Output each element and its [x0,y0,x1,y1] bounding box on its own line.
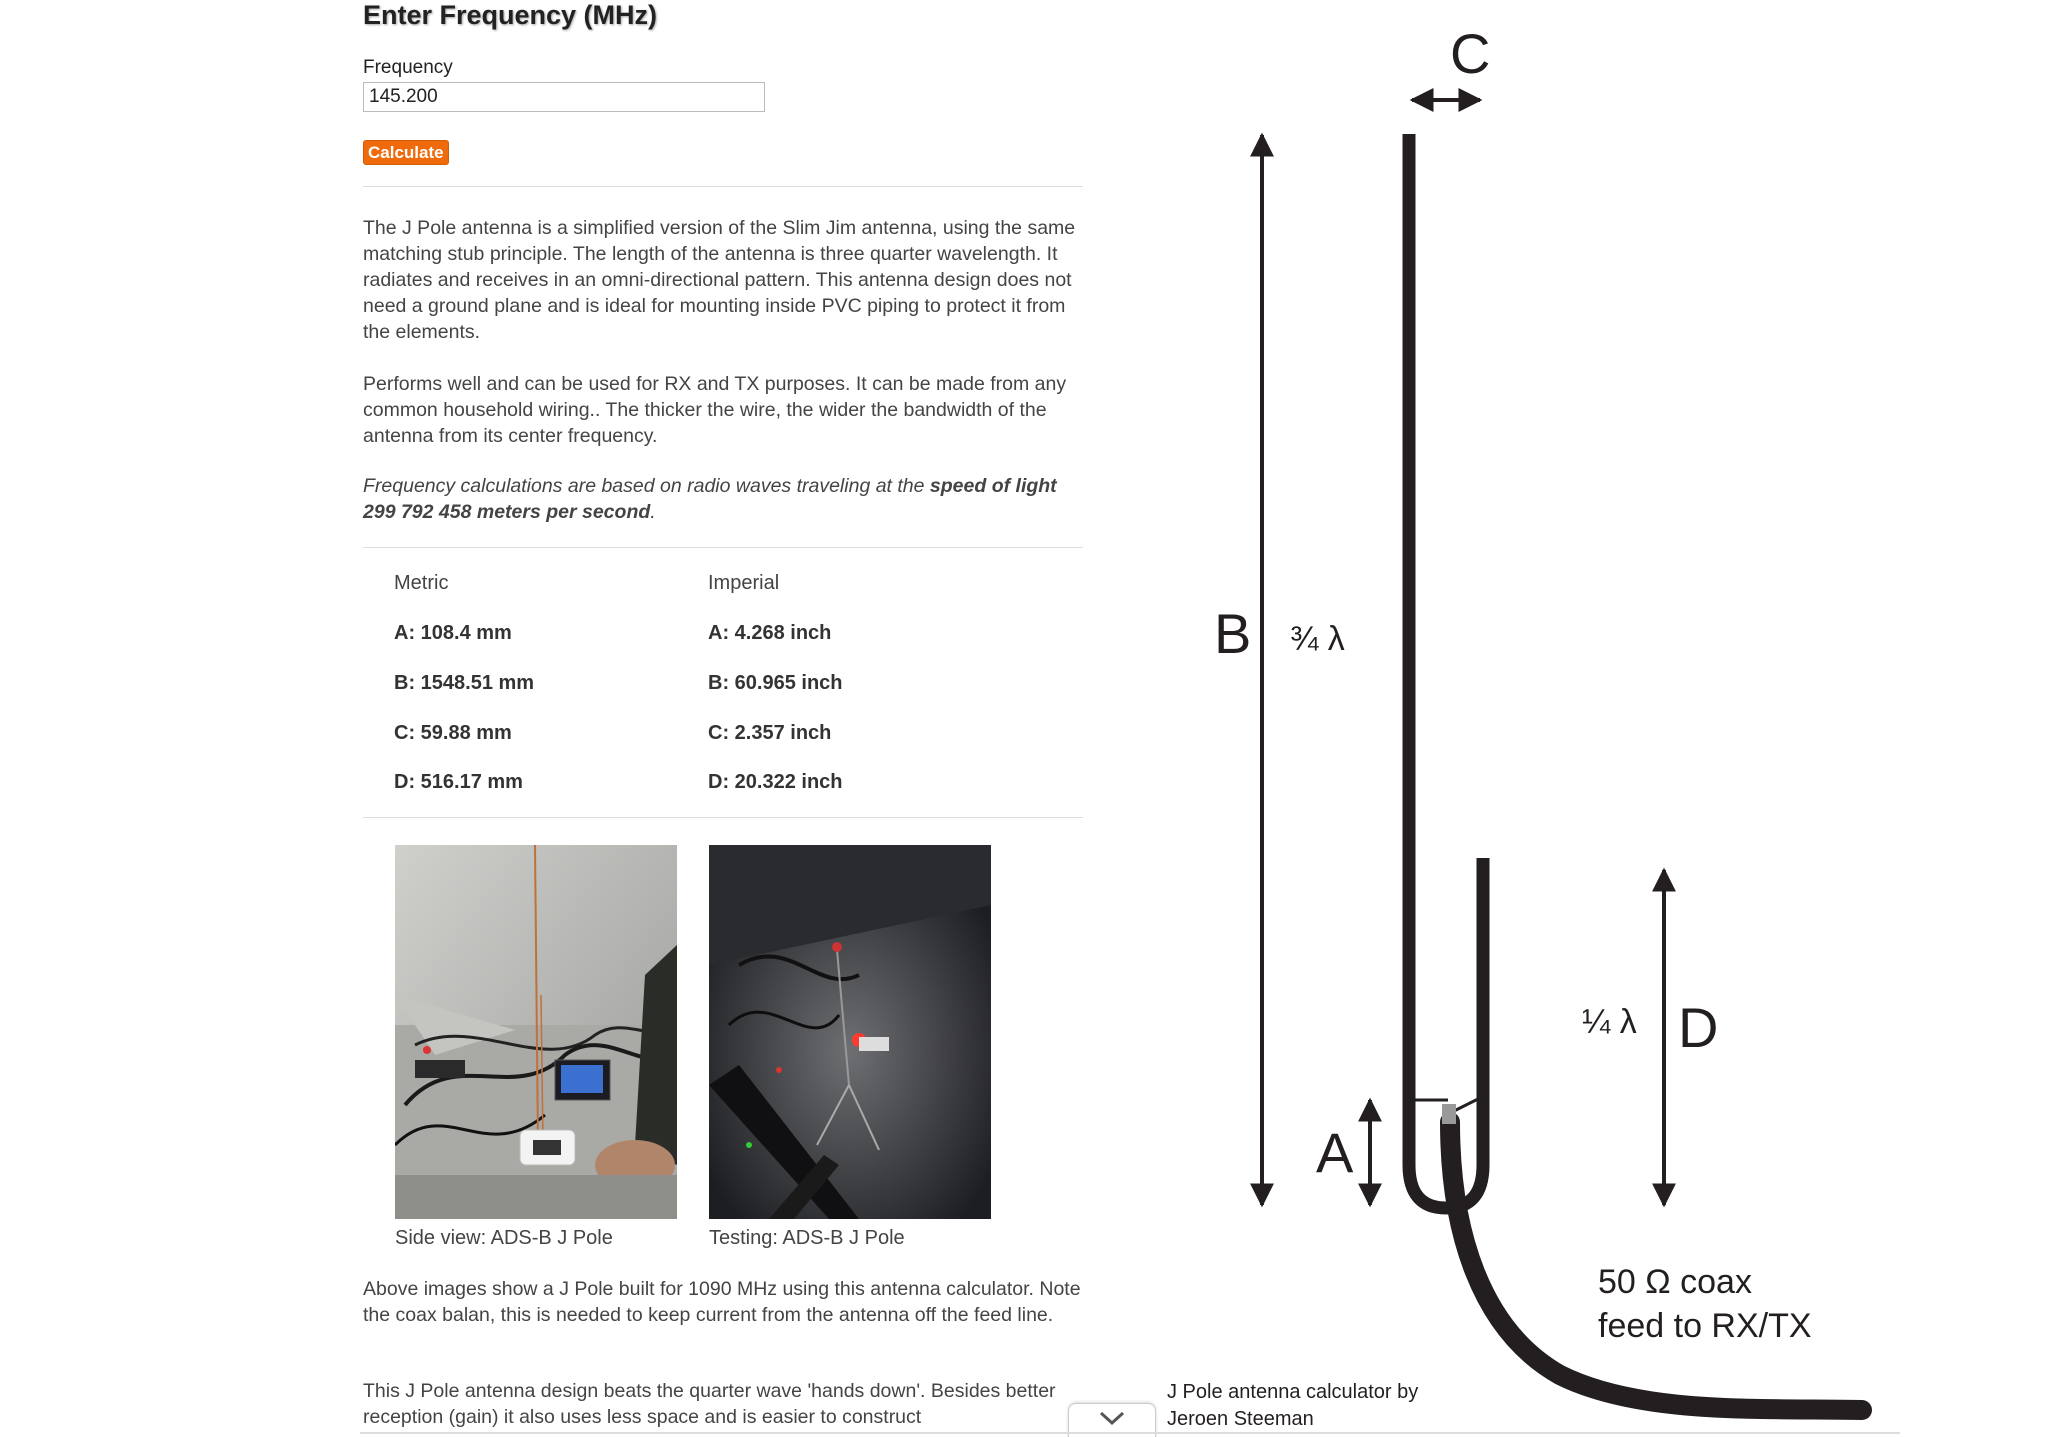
metric-header: Metric [394,572,449,594]
coax-label-line1: 50 Ω coax [1598,1263,1752,1301]
comparison-paragraph: This J Pole antenna design beats the quarter wave 'hands down'. Besides better reception (gain) it also uses less space and is easier to construct [363,1380,1056,1428]
coax-connector [1442,1104,1456,1124]
credit-line1: J Pole antenna calculator by [1167,1381,1419,1403]
coax-label-line2: feed to RX/TX [1598,1307,1812,1345]
frequency-label: Frequency [363,57,453,78]
side-view-photo[interactable] [395,845,677,1219]
speed-of-light-note [363,473,1083,525]
imperial-header: Imperial [708,572,780,594]
label-a: A [1316,1121,1354,1184]
label-c: C [1450,22,1491,85]
metric-a: A: 108.4 mm [394,622,512,644]
bottom-border [360,1432,1900,1434]
calculate-button[interactable]: Calculate [363,140,449,165]
j-pole-diagram [1100,0,2048,1436]
imperial-d: D: 20.322 inch [708,771,843,793]
side-view-caption: Side view: ADS-B J Pole [395,1227,613,1249]
metric-d: D: 516.17 mm [394,771,523,793]
frequency-input[interactable] [363,82,765,112]
photo-description: Above images show a J Pole built for 1090 MHz using this antenna calculator. Note the coax balan, this is needed to keep current from the antenna off the feed line. [363,1278,1081,1326]
metric-b: B: 1548.51 mm [394,672,535,694]
credit-line2: Jeroen Steeman [1167,1408,1314,1430]
note-text: Frequency calculations are based on radio waves traveling at the [363,475,930,497]
label-three-quarter-wave: ¾ λ [1290,620,1345,658]
testing-caption: Testing: ADS-B J Pole [709,1227,905,1249]
label-quarter-wave: ¼ λ [1582,1003,1637,1041]
imperial-a: A: 4.268 inch [708,622,832,644]
divider [363,547,1083,548]
description-paragraph: The J Pole antenna is a simplified version of the Slim Jim antenna, using the same matching stub principle. The length of the antenna is three quarter wavelength. It radiates and receives in an omni-directional pattern. This antenna design does not need a ground plane and is ideal for mounting inside PVC piping to protect it from the elements. [363,217,1076,343]
imperial-b: B: 60.965 inch [708,672,843,694]
feed-tap [1452,1098,1480,1112]
side-view-image [395,845,677,1219]
divider [363,186,1083,187]
page-title: Enter Frequency (MHz) [363,0,658,30]
label-b: B [1214,602,1252,665]
metric-c: C: 59.88 mm [394,722,512,744]
testing-image [709,845,991,1219]
label-d: D [1678,996,1719,1059]
divider [363,817,1083,818]
testing-photo[interactable] [709,845,991,1219]
note-end: . [650,501,656,523]
imperial-c: C: 2.357 inch [708,722,832,744]
description-paragraph: Performs well and can be used for RX and TX purposes. It can be made from any common household wiring.. The thicker the wire, the wider the bandwidth of the antenna from its center frequency. [363,373,1067,447]
note-bold-text: speed of light 299 792 458 meters per second [363,475,1057,523]
antenna-element [1409,134,1483,1208]
chevron-down-icon [1098,1410,1126,1426]
